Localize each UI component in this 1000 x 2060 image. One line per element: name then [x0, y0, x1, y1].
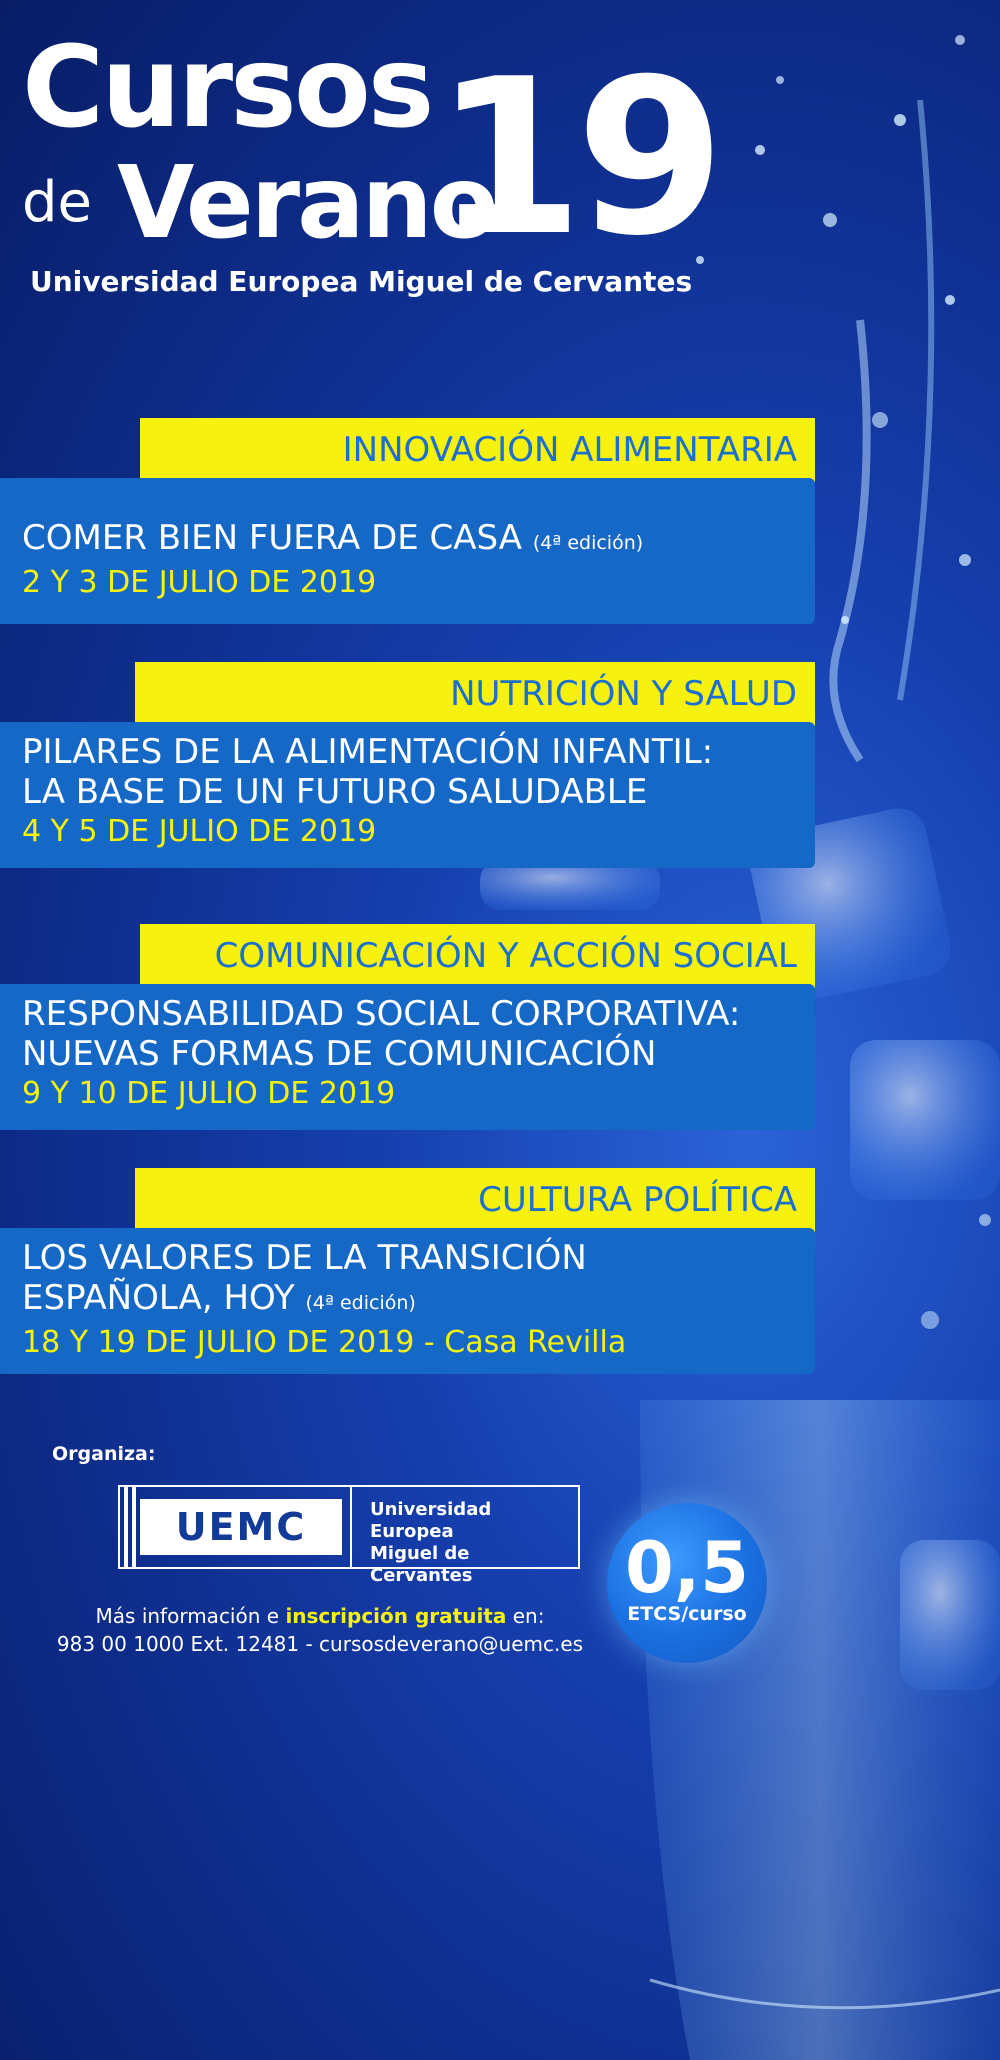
info-text [0, 1602, 640, 1658]
uemc-logo [118, 1485, 580, 1586]
organizer-label: Organiza: [52, 1443, 156, 1465]
course-box [0, 1228, 815, 1374]
logo-bars-icon [124, 1487, 140, 1567]
course-title-line: COMER BIEN FUERA DE CASA [22, 518, 523, 558]
course-date [22, 563, 795, 603]
title-verano: Verano [117, 144, 496, 261]
course-edition: (4ª edición) [305, 1292, 416, 1314]
title-year: 19 [434, 32, 718, 283]
category-label: NUTRICIÓN Y SALUD [135, 662, 815, 726]
logo-text: UEMC [140, 1499, 342, 1555]
course-title-line: LOS VALORES DE LA TRANSICIÓN [22, 1238, 587, 1278]
category-label: INNOVACIÓN ALIMENTARIA [140, 418, 815, 482]
course-date-text: 2 Y 3 DE JULIO DE 2019 [22, 565, 377, 600]
course-location: - Casa Revilla [414, 1325, 627, 1360]
course-date [22, 1323, 795, 1363]
course-title-line: LA BASE DE UN FUTURO SALUDABLE [22, 772, 648, 812]
logo-mark [120, 1487, 350, 1567]
course-title-line: NUEVAS FORMAS DE COMUNICACIÓN [22, 1034, 657, 1074]
info-highlight: inscripción gratuita [285, 1604, 507, 1628]
course-date [22, 1074, 795, 1114]
title-de: de [22, 170, 92, 235]
course-card [0, 418, 815, 626]
course-title-line: PILARES DE LA ALIMENTACIÓN INFANTIL: [22, 732, 714, 772]
course-card [0, 924, 815, 1132]
course-title [22, 1278, 795, 1323]
course-title-line: RESPONSABILIDAD SOCIAL CORPORATIVA: [22, 994, 741, 1034]
course-date-text: 18 Y 19 DE JULIO DE 2019 [22, 1325, 415, 1360]
contact-line: 983 00 1000 Ext. 12481 - cursosdeverano@uemc.es [56, 1632, 584, 1656]
info-suffix: en: [506, 1604, 545, 1628]
course-box [0, 722, 815, 868]
course-card [0, 662, 815, 870]
logo-name [352, 1487, 578, 1586]
title-cursos: Cursos [22, 23, 432, 153]
category-label: COMUNICACIÓN Y ACCIÓN SOCIAL [140, 924, 815, 988]
ects-badge [607, 1503, 767, 1663]
info-prefix: Más información e [95, 1604, 286, 1628]
course-card [0, 1168, 815, 1376]
course-box [0, 984, 815, 1130]
course-title-line: ESPAÑOLA, HOY [22, 1278, 295, 1318]
course-edition: (4ª edición) [532, 532, 644, 554]
logo-name-line: Miguel de Cervantes [370, 1543, 473, 1586]
ects-unit: ETCS/curso [627, 1603, 747, 1625]
ects-value: 0,5 [624, 1527, 749, 1609]
course-box [0, 478, 815, 624]
category-label: CULTURA POLÍTICA [135, 1168, 815, 1232]
logo-name-line: Universidad Europea [370, 1499, 492, 1542]
info-line [0, 1602, 640, 1630]
course-date-text: 9 Y 10 DE JULIO DE 2019 [22, 1076, 396, 1111]
course-title [22, 518, 795, 563]
course-date-text: 4 Y 5 DE JULIO DE 2019 [22, 814, 377, 849]
subtitle: Universidad Europea Miguel de Cervantes [30, 265, 693, 298]
course-date [22, 812, 795, 852]
